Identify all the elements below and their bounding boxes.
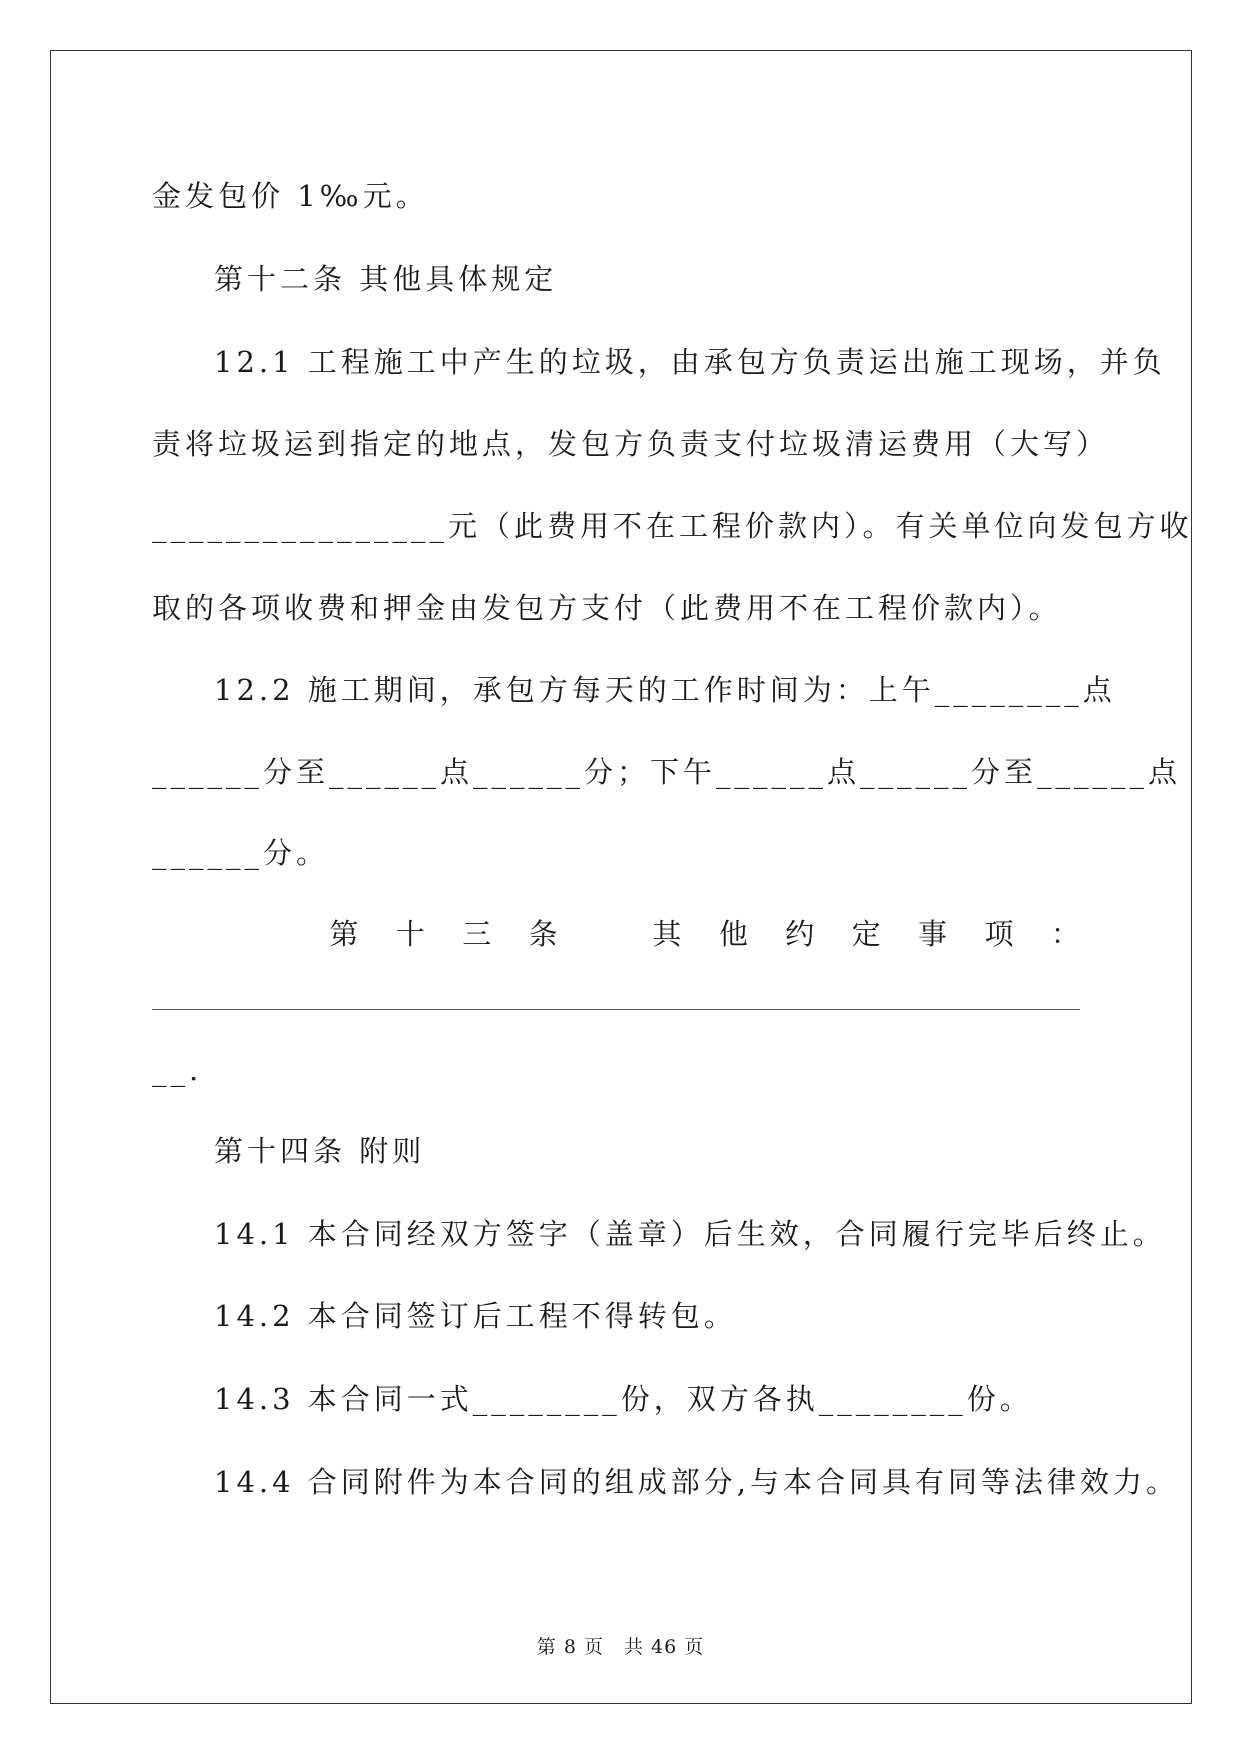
clause-12-1: 12.1 工程施工中产生的垃圾，由承包方负责运出施工现场，并负 <box>214 345 1166 379</box>
heading-char: 其 <box>652 917 682 951</box>
heading-char: 第 <box>329 917 359 951</box>
page-footer: 第 8 页 共 46 页 <box>536 1636 705 1658</box>
clause-14-3: 14.3 本合同一式________份，双方各执________份。 <box>214 1382 1033 1416</box>
text-line: 金发包价 1‰元。 <box>152 179 429 213</box>
clause-12-2: 12.2 施工期间，承包方每天的工作时间为：上午________点 <box>214 673 1116 707</box>
text-line: __. <box>152 1053 203 1087</box>
article-13-heading <box>152 914 1080 954</box>
clause-14-1: 14.1 本合同经双方签字（盖章）后生效，合同履行完毕后终止。 <box>214 1217 1166 1251</box>
heading-char: 十 <box>395 917 425 951</box>
heading-char: 约 <box>785 917 815 951</box>
heading-char: 事 <box>918 917 948 951</box>
article-14-heading: 第十四条 附则 <box>214 1134 426 1168</box>
text-line: ______分至______点______分；下午______点______分至______点 <box>152 755 1182 789</box>
clause-14-4: 14.4 合同附件为本合同的组成部分,与本合同具有同等法律效力。 <box>214 1465 1180 1499</box>
heading-char: 三 <box>462 917 492 951</box>
blank-fill-line <box>152 1009 1080 1010</box>
heading-char: 条 <box>528 917 558 951</box>
heading-char: 他 <box>718 917 748 951</box>
heading-char: 定 <box>851 917 881 951</box>
clause-14-2: 14.2 本合同签订后工程不得转包。 <box>214 1299 737 1333</box>
article-12-heading: 第十二条 其他具体规定 <box>214 262 558 296</box>
text-line: 取的各项收费和押金由发包方支付（此费用不在工程价款内）。 <box>152 591 1062 625</box>
text-line: 责将垃圾运到指定的地点，发包方负责支付垃圾清运费用（大写） <box>152 427 1110 461</box>
text-line: ________________元（此费用不在工程价款内）。有关单位向发包方收 <box>152 509 1193 543</box>
heading-char: 项 <box>984 917 1014 951</box>
text-line: ______分。 <box>152 836 330 870</box>
heading-char: ： <box>1050 917 1080 951</box>
